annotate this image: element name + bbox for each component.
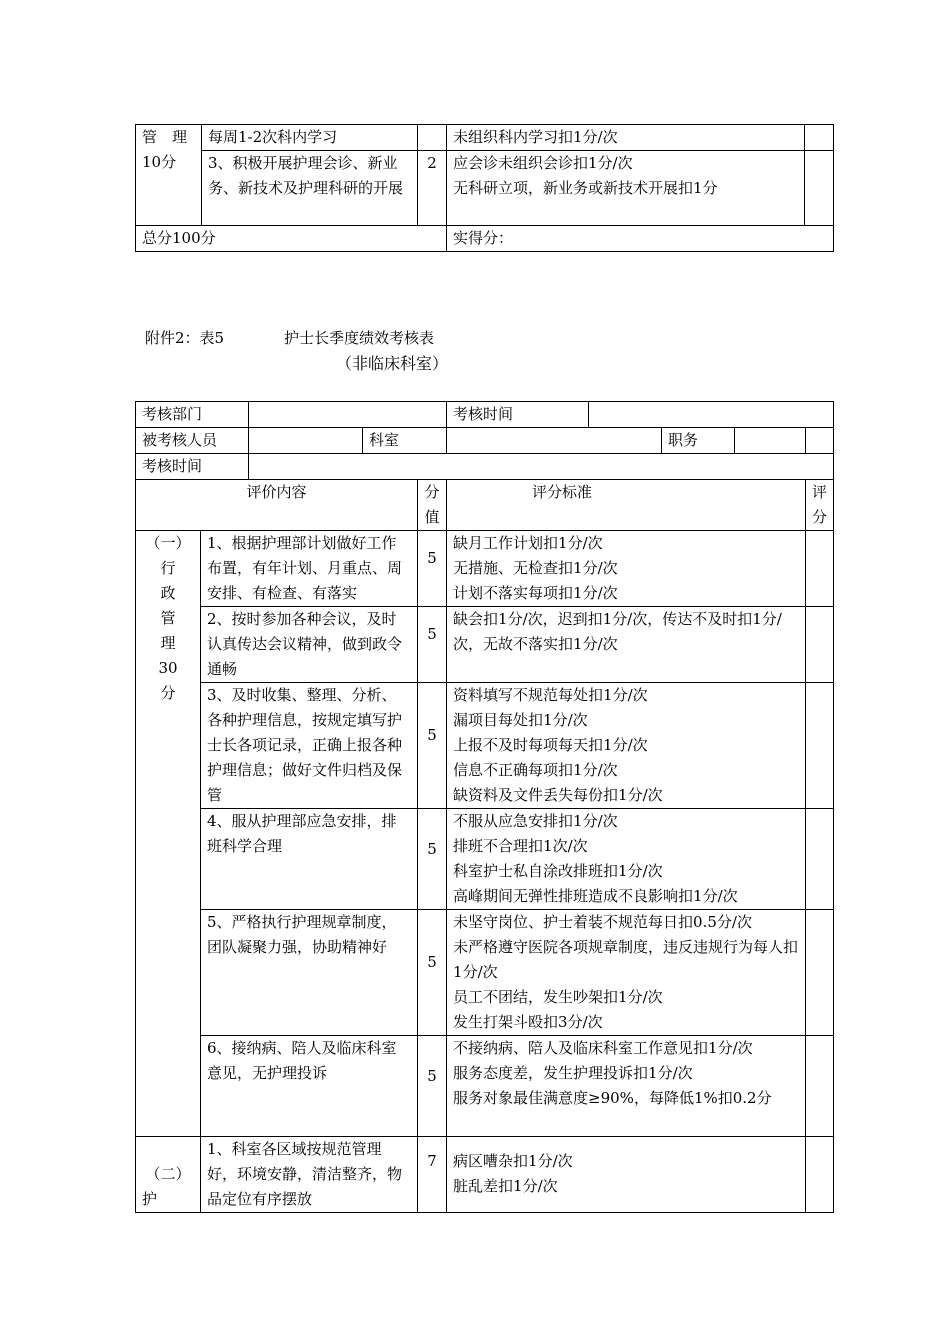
dept-label: 考核部门: [136, 402, 249, 428]
page-subtitle: （非临床科室）: [336, 354, 449, 373]
item-criteria: [447, 683, 806, 809]
time-field[interactable]: [589, 402, 834, 428]
time-label: 考核时间: [447, 402, 589, 428]
office-label: 科室: [363, 428, 447, 454]
actual-score-label[interactable]: 实得分：: [447, 226, 834, 252]
header-criteria-text: 评分标准: [532, 483, 593, 501]
section-label-line: 管: [160, 609, 176, 627]
content-cell: 每周1-2次科内学习: [202, 125, 418, 151]
criteria-line: 未严格遵守医院各项规章制度，违反违规行为每人扣1分/次: [453, 938, 799, 981]
content-cell: 3、积极开展护理会诊、新业务、新技术及护理科研的开展: [202, 151, 418, 226]
header-criteria: [447, 480, 806, 531]
position-label: [662, 428, 806, 454]
exam-time-label: 考核时间: [136, 454, 249, 480]
item-criteria: [447, 1137, 806, 1213]
position-field-end[interactable]: [806, 428, 834, 454]
eval-cell[interactable]: [805, 125, 834, 151]
section-label-line: （一）: [145, 534, 191, 552]
criteria-line: 高峰期间无弹性排班造成不良影响扣1分/次: [453, 887, 738, 905]
criteria-line: 发生打架斗殴扣3分/次: [453, 1013, 603, 1031]
item-eval[interactable]: [806, 910, 834, 1036]
criteria-line: 缺月工作计划扣1分/次: [453, 534, 603, 552]
item-score: [418, 683, 447, 809]
position-field[interactable]: [735, 428, 805, 453]
item-content: 3、及时收集、整理、分析、各种护理信息，按规定填写护士长各项记录，正确上报各种护理信息；做好文件归档及保管: [201, 683, 418, 809]
office-field[interactable]: [447, 428, 662, 454]
section-label-line: 30: [158, 659, 178, 677]
section-label-line: 分: [160, 684, 176, 702]
item-score: [418, 910, 447, 1036]
criteria-line: 无措施、无检查扣1分/次: [453, 559, 618, 577]
item-criteria: [447, 809, 806, 910]
section-label-line: 行: [160, 559, 176, 577]
criteria-cell: 未组织科内学习扣1分/次: [447, 125, 805, 151]
header-eval-line: 分: [812, 508, 828, 526]
criteria-line: 未坚守岗位、护士着装不规范每日扣0.5分/次: [453, 913, 752, 931]
table-heading: [145, 326, 434, 351]
criteria-line: 病区嘈杂扣1分/次: [453, 1152, 573, 1170]
criteria-line: 员工不团结，发生吵架扣1分/次: [453, 988, 663, 1006]
criteria-cell: [447, 151, 805, 226]
item-eval[interactable]: [806, 531, 834, 607]
section-label-line: 理: [160, 634, 176, 652]
item-eval[interactable]: [806, 1036, 834, 1137]
item-score: [418, 531, 447, 607]
header-score-line: 分: [424, 483, 440, 501]
header-eval: [806, 480, 834, 531]
item-criteria: [447, 1036, 806, 1137]
page-title: 护士长季度绩效考核表: [284, 329, 435, 347]
eval-cell[interactable]: [805, 151, 834, 226]
section-label-line: 护: [142, 1190, 158, 1208]
dept-field[interactable]: [249, 402, 447, 428]
criteria-line: 缺会扣1分/次，迟到扣1分/次，传达不及时扣1分/次，无故不落实扣1分/次: [453, 610, 782, 653]
assessment-table: [135, 401, 834, 1213]
header-eval-line: 评: [812, 483, 828, 501]
top-score-table: [135, 124, 834, 252]
exam-time-field[interactable]: [249, 454, 834, 480]
person-field[interactable]: [249, 428, 363, 454]
header-content: 评价内容: [136, 480, 418, 531]
section2-label: [136, 1137, 201, 1213]
item-score-value: 5: [427, 839, 437, 858]
item-eval[interactable]: [806, 809, 834, 910]
criteria-line: 上报不及时每项每天扣1分/次: [453, 736, 648, 754]
item-content: 6、接纳病、陪人及临床科室意见，无护理投诉: [201, 1036, 418, 1137]
category-cell: [136, 125, 202, 226]
item-score: [418, 809, 447, 910]
item-eval[interactable]: [806, 683, 834, 809]
item-score-value: 5: [427, 1066, 437, 1085]
header-score-line: 值: [424, 508, 440, 526]
item-eval[interactable]: [806, 1137, 834, 1213]
category-points: 10分: [142, 153, 177, 171]
total-label: 总分100分: [136, 226, 447, 252]
item-criteria: [447, 607, 806, 683]
item-score-value: 7: [427, 1152, 437, 1170]
criteria-line: 无科研立项，新业务或新技术开展扣1分: [453, 179, 718, 197]
item-content: 1、科室各区域按规范管理好，环境安静，清洁整齐，物品定位有序摆放: [201, 1137, 418, 1213]
criteria-line: 应会诊未组织会诊扣1分/次: [453, 154, 633, 172]
score-cell: [418, 125, 447, 151]
criteria-line: 脏乱差扣1分/次: [453, 1177, 558, 1195]
criteria-line: 服务态度差，发生护理投诉扣1分/次: [453, 1064, 693, 1082]
item-score: [418, 1036, 447, 1137]
item-eval[interactable]: [806, 607, 834, 683]
criteria-line: 漏项目每处扣1分/次: [453, 711, 588, 729]
section1-label: [136, 531, 201, 1137]
criteria-line: 科室护士私自涂改排班扣1分/次: [453, 862, 663, 880]
section-label-line: 政: [160, 584, 176, 602]
item-score: [418, 607, 447, 683]
criteria-line: 资料填写不规范每处扣1分/次: [453, 686, 648, 704]
item-content: 1、根据护理部计划做好工作布置，有年计划、月重点、周安排、有检查、有落实: [201, 531, 418, 607]
item-criteria: [447, 910, 806, 1036]
person-label: 被考核人员: [136, 428, 249, 454]
criteria-line: 信息不正确每项扣1分/次: [453, 761, 618, 779]
category-name: 管 理: [142, 128, 188, 146]
item-score-value: 5: [427, 625, 437, 643]
header-score: [418, 480, 447, 531]
heading-prefix: 附件2：表5: [145, 329, 225, 347]
item-score-value: 5: [427, 549, 437, 567]
item-score-value: 5: [427, 726, 437, 744]
criteria-line: 计划不落实每项扣1分/次: [453, 584, 618, 602]
criteria-line: 缺资料及文件丢失每份扣1分/次: [453, 786, 663, 804]
item-score: [418, 1137, 447, 1213]
section-label-line: （二）: [145, 1165, 191, 1183]
criteria-line: 排班不合理扣1次/次: [453, 837, 588, 855]
item-criteria: [447, 531, 806, 607]
item-content: 5、严格执行护理规章制度，团队凝聚力强，协助精神好: [201, 910, 418, 1036]
item-content: 4、服从护理部应急安排，排班科学合理: [201, 809, 418, 910]
criteria-line: 服务对象最佳满意度≥90%，每降低1%扣0.2分: [453, 1089, 772, 1107]
position-label-text: 职务: [662, 428, 735, 453]
criteria-line: 不接纳病、陪人及临床科室工作意见扣1分/次: [453, 1039, 753, 1057]
score-cell: 2: [418, 151, 447, 226]
item-content: 2、按时参加各种会议，及时认真传达会议精神，做到政令通畅: [201, 607, 418, 683]
item-score-value: 5: [427, 953, 437, 971]
criteria-line: 不服从应急安排扣1分/次: [453, 812, 618, 830]
